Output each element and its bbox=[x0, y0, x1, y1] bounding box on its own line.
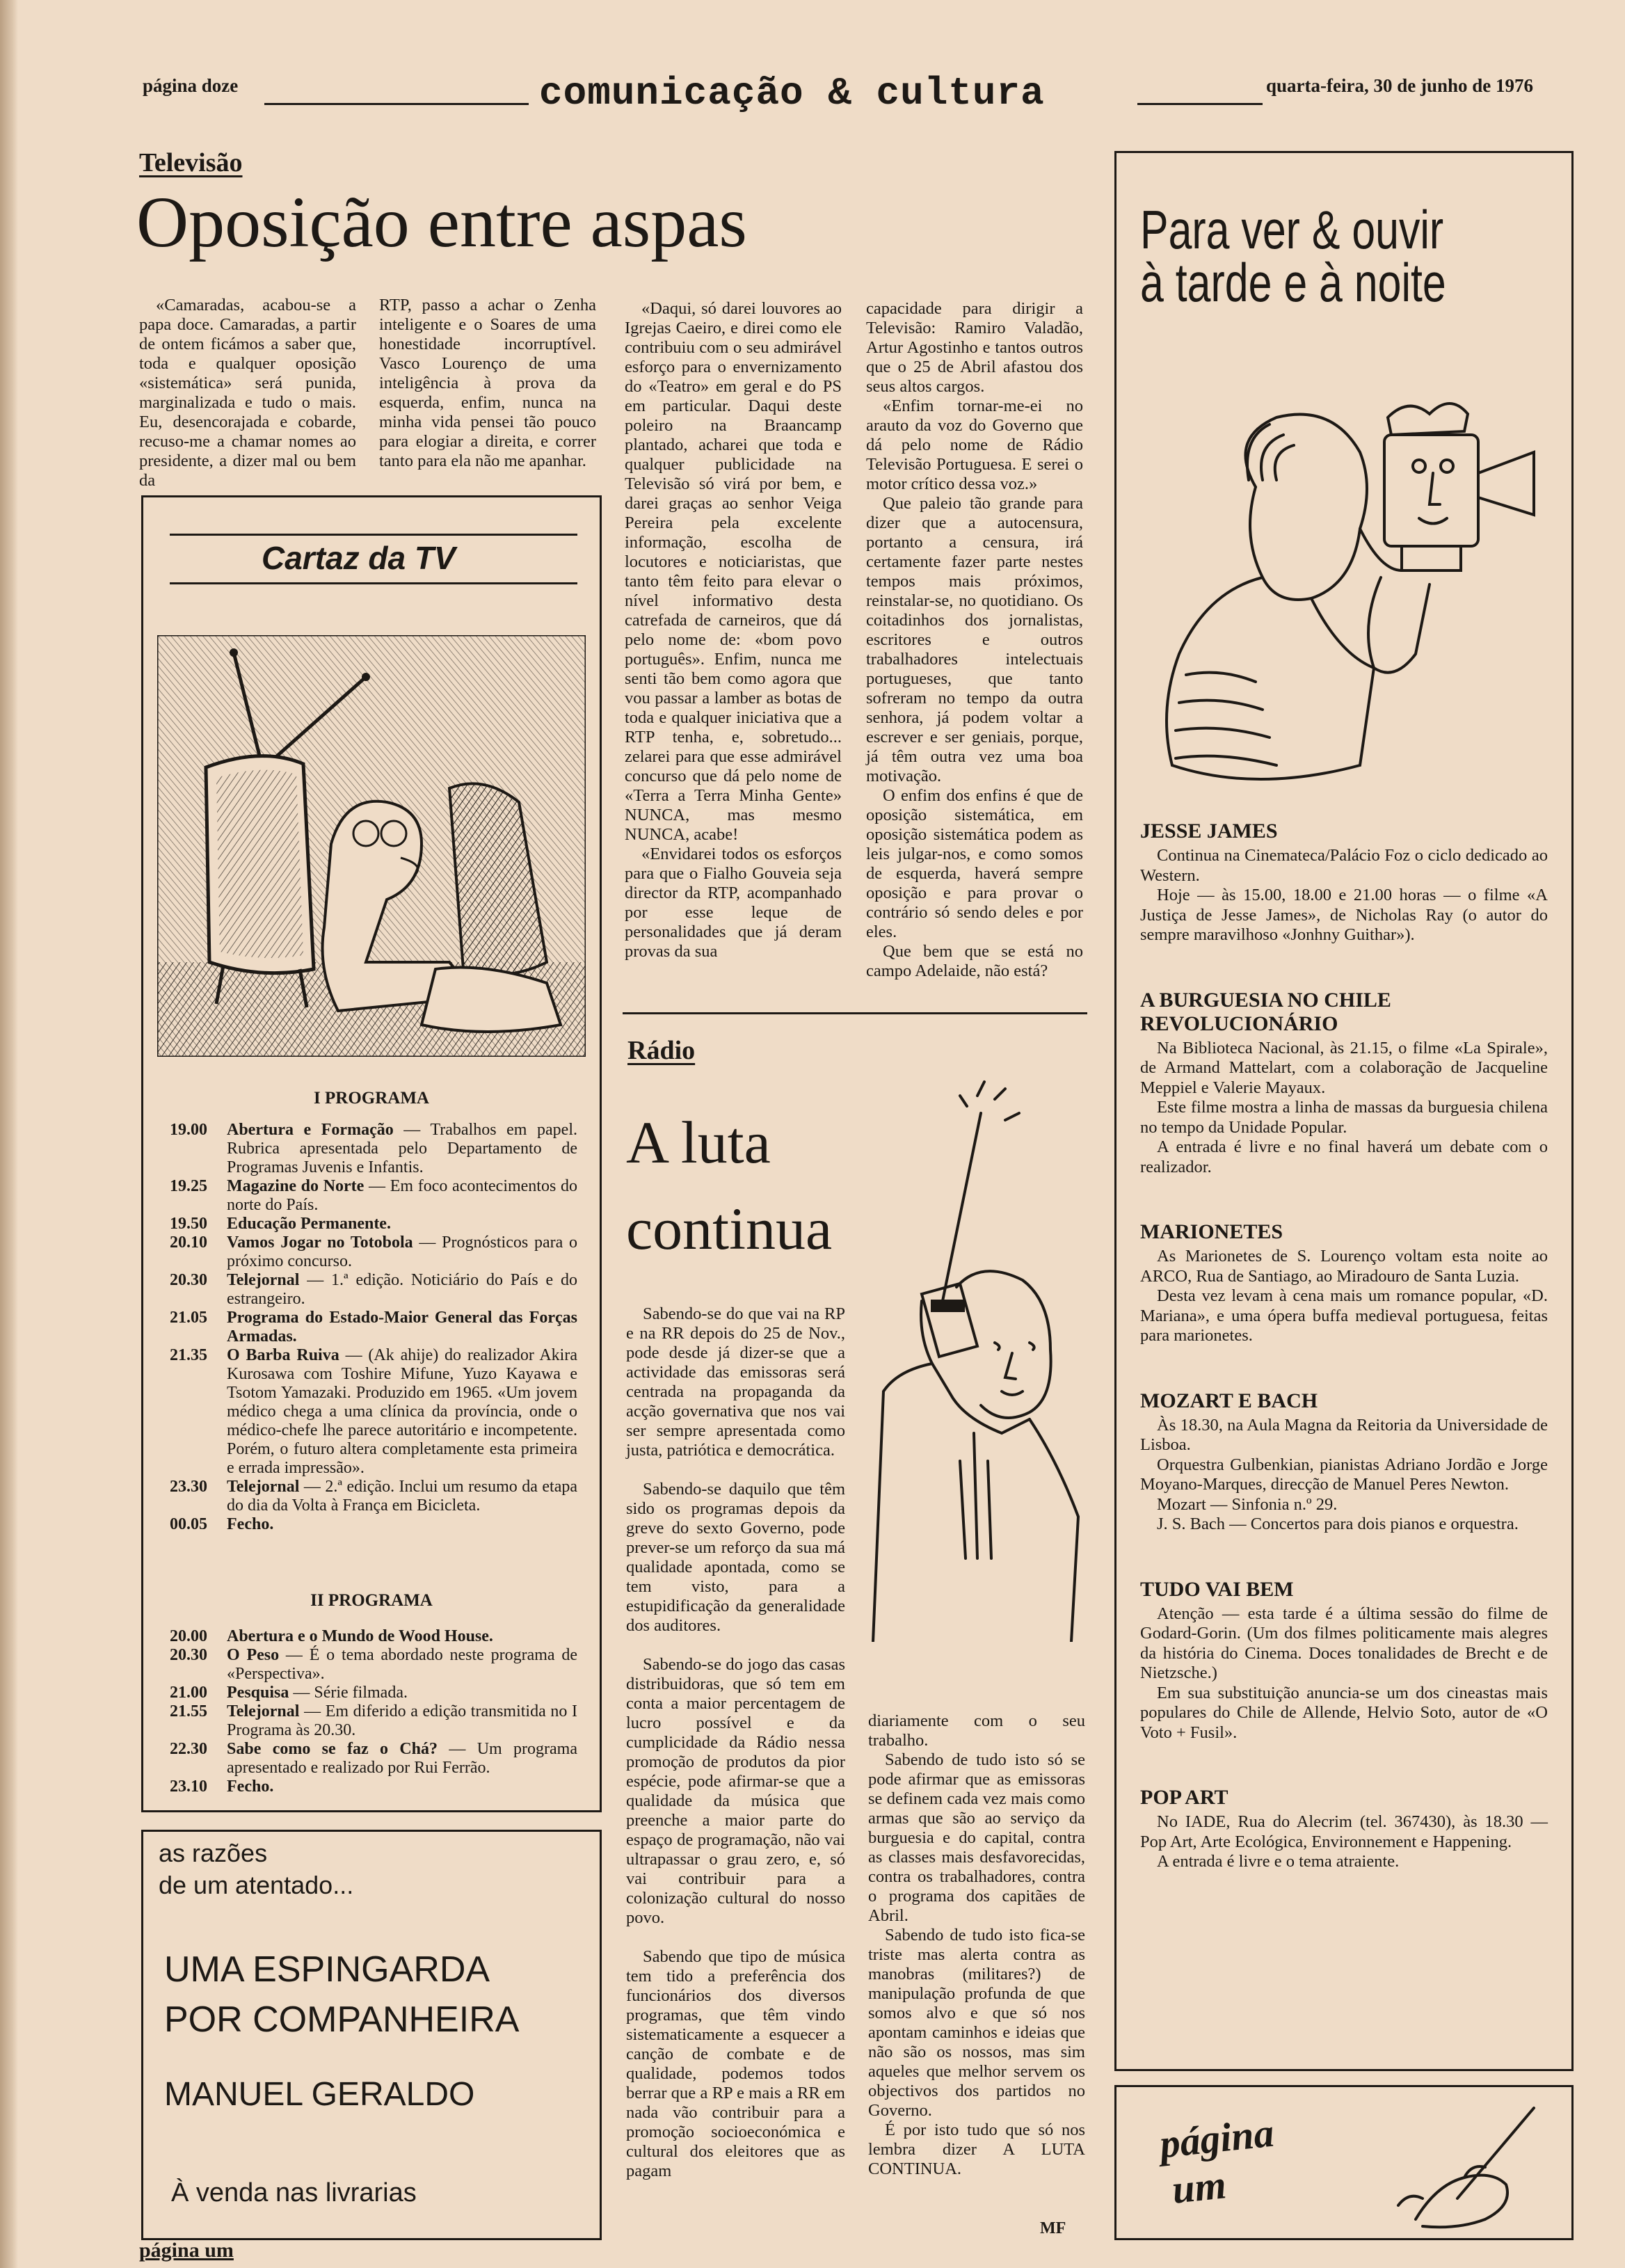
radio-listener-illustration bbox=[856, 1071, 1092, 1642]
schedule-description bbox=[227, 1515, 577, 1534]
author-initials: MF bbox=[1040, 2219, 1066, 2237]
schedule-time: 22.30 bbox=[170, 1740, 207, 1758]
paragraph: Que paleio tão grande para dizer que a autocensura, portanto a censura, irá certamente fazer parte nestes tempos mais próximos, reinstalar-se, no quotidiano. Os coitadinhos dos jornalistas, escritores e outros trabalhadores intelectuais portugueses, que tanto sofreram no tempo da outra senhora, já podem voltar a escrever e ser geniais, porque, já têm outra vez uma boa motivação. bbox=[866, 494, 1083, 785]
schedule-row bbox=[170, 1309, 577, 1346]
schedule-time: 21.05 bbox=[170, 1309, 207, 1327]
schedule-program-name: Telejornal bbox=[227, 1702, 300, 1720]
paragraph: «Camaradas, acabou-se a papa doce. Camaradas, a partir de ontem ficámos a saber que, toda e qualquer oposição «sistemática» será punida, marginalizada e tudo o mais. Eu, desencorajada e cobarde, recuso-me a chamar nomes ao presidente, a dizer mal ou bem da bbox=[139, 296, 356, 490]
schedule-program-notes: — 2.ª edição. Inclui um resumo da etapa do dia da Volta à França em Bicicleta. bbox=[227, 1478, 577, 1515]
agenda-event-body bbox=[1140, 1247, 1548, 1346]
schedule-description bbox=[227, 1627, 577, 1646]
schedule-program-name: Pesquisa bbox=[227, 1684, 289, 1702]
ad-availability: À venda nas livrarias bbox=[171, 2178, 417, 2207]
schedule-program-notes: — Um programa apresentado e realizado por Rui Ferrão. bbox=[227, 1740, 577, 1777]
agenda-event-title: MARIONETES bbox=[1140, 1220, 1283, 1243]
ad-book-title-1: UMA ESPINGARDA bbox=[164, 1949, 490, 1990]
paragraph: Sabendo que tipo de música tem tido a preferência dos funcionários dos diversos programas, que têm vindo sistematicamente a esquecer a canção de combate e de qualidade, podemos todos berrar que a RP e mais a RR em nada vão contribuir para a promoção socioeconómica e cultural dos eleitores que as pagam bbox=[626, 1947, 845, 2180]
tv-listings-title: Cartaz da TV bbox=[262, 540, 456, 576]
schedule-time: 23.30 bbox=[170, 1478, 207, 1496]
paragraph: «Enfim tornar-me-ei no arauto da voz do Governo que dá pelo nome de Rádio Televisão Portuguesa. E serei o motor crítico dessa voz.» bbox=[866, 397, 1083, 493]
schedule-time: 19.00 bbox=[170, 1121, 207, 1139]
program-1-schedule bbox=[170, 1121, 577, 1534]
schedule-description bbox=[227, 1478, 577, 1515]
tv-column-1 bbox=[139, 296, 356, 490]
tv-kicker: Televisão bbox=[139, 148, 243, 177]
schedule-program-name: O Peso bbox=[227, 1646, 280, 1664]
ad-author: MANUEL GERALDO bbox=[164, 2076, 475, 2113]
paragraph: Mozart — Sinfonia n.º 29. bbox=[1157, 1494, 1338, 1514]
schedule-row bbox=[170, 1684, 577, 1702]
paragraph: Desta vez levam à cena mais um romance popular, «D. Mariana», e uma ópera buffa medieval portuguesa, feitas para marionetes. bbox=[1140, 1286, 1548, 1345]
schedule-row bbox=[170, 1478, 577, 1515]
schedule-program-name: Magazine do Norte bbox=[227, 1177, 365, 1195]
ad-book-title-2: POR COMPANHEIRA bbox=[164, 1999, 520, 2040]
schedule-program-notes: — Em foco acontecimentos do norte do País. bbox=[227, 1177, 578, 1214]
schedule-row bbox=[170, 1646, 577, 1684]
paragraph: A entrada é livre e o tema atraiente. bbox=[1157, 1852, 1400, 1871]
agenda-event-body bbox=[1140, 846, 1548, 945]
schedule-time: 21.00 bbox=[170, 1684, 207, 1702]
schedule-description bbox=[227, 1684, 577, 1702]
schedule-description bbox=[227, 1702, 577, 1740]
schedule-row bbox=[170, 1515, 577, 1534]
paragraph: As Marionetes de S. Lourenço voltam esta noite ao ARCO, Rua de Santiago, ao Miradouro de Santa Luzia. bbox=[1140, 1247, 1548, 1286]
agenda-event-body bbox=[1140, 1416, 1548, 1535]
paragraph: Que bem que se está no campo Adelaide, não está? bbox=[866, 942, 1083, 980]
schedule-description bbox=[227, 1121, 577, 1177]
schedule-row bbox=[170, 1346, 577, 1478]
paragraph: Orquestra Gulbenkian, pianistas Adriano Jordão e Jorge Moyano-Marques, direcção de Manuel Peres Newton. bbox=[1140, 1455, 1548, 1494]
agenda-event bbox=[1140, 1786, 1548, 1872]
tv-listings-box bbox=[141, 495, 602, 1812]
header-rule-right bbox=[1137, 103, 1263, 105]
schedule-description bbox=[227, 1646, 577, 1684]
tv-viewer-illustration bbox=[157, 635, 586, 1057]
camera-operator-illustration bbox=[1151, 376, 1541, 793]
schedule-row bbox=[170, 1177, 577, 1215]
schedule-description bbox=[227, 1177, 577, 1215]
schedule-program-name: Fecho. bbox=[227, 1515, 274, 1533]
agenda-box bbox=[1114, 151, 1574, 2071]
paragraph: Este filme mostra a linha de massas da burguesia chilena no tempo da Unidade Popular. bbox=[1140, 1098, 1548, 1137]
schedule-description bbox=[227, 1271, 577, 1309]
paragraph: diariamente com o seu trabalho. bbox=[868, 1711, 1085, 1750]
schedule-time: 20.00 bbox=[170, 1627, 207, 1645]
schedule-time: 19.25 bbox=[170, 1177, 207, 1195]
ad-line-2: de um atentado... bbox=[159, 1871, 354, 1899]
radio-headline-line-1: A luta bbox=[626, 1109, 771, 1176]
paragraph: «Envidarei todos os esforços para que o Fialho Gouveia seja director da RTP, acompanhado por esse leque de personalidades que já deram provas da sua bbox=[625, 845, 842, 961]
schedule-program-name: Telejornal bbox=[227, 1271, 300, 1289]
writing-hand-illustration bbox=[1395, 2101, 1548, 2233]
program-2-schedule bbox=[170, 1627, 577, 1796]
paragraph: «Daqui, só darei louvores ao Igrejas Caeiro, e direi como ele contribuiu com o seu admirável esforço para o envernizamento do «Teatro» em geral e do PS em particular. Daqui deste poleiro na Braancamp plantado, acharei que toda e qualquer publicidade na Televisão só virá por bem, e darei graças ao senhor Veiga Pereira pela excelente informação, escolha de locutores e noticiaristas, que tanto têm feito para elevar o nível informativo desta catrefada de carneiros, que dá pelo nome de: «bom povo português». Enfim, nunca me senti tão bem como agora que vou passar a lamber as botas de toda e qualquer iniciativa que a RTP tenha, e, sobretudo... zelarei para que esse admirável concurso que dá pelo nome de «Terra a Terra Minha Gente» NUNCA, mas mesmo NUNCA, acabe! bbox=[625, 299, 842, 844]
schedule-program-name: Programa do Estado-Maior General das Forças Armadas. bbox=[227, 1309, 577, 1345]
agenda-event bbox=[1140, 1389, 1548, 1535]
schedule-time: 23.10 bbox=[170, 1778, 207, 1796]
agenda-title-line-1: Para ver & ouvir bbox=[1140, 199, 1444, 260]
schedule-time: 20.30 bbox=[170, 1271, 207, 1289]
schedule-description bbox=[227, 1309, 577, 1346]
paragraph: Em sua substituição anuncia-se um dos cineastas mais populares do Chile de Allende, Helvio Soto, autor de «O Voto + Fusil». bbox=[1140, 1683, 1548, 1742]
radio-kicker: Rádio bbox=[627, 1036, 696, 1065]
schedule-row bbox=[170, 1627, 577, 1646]
paragraph: Sabendo-se do que vai na RP e na RR depois do 25 de Nov., pode desde já dizer-se que a actividade das emissoras será centrada na propaganda da acção governativa que nos vai ser sempre apresentada como justa, patriótica e democrática. bbox=[626, 1304, 845, 1460]
agenda-event bbox=[1140, 820, 1548, 945]
schedule-row bbox=[170, 1271, 577, 1309]
paragraph: Continua na Cinemateca/Palácio Foz o ciclo dedicado ao Western. bbox=[1140, 846, 1548, 885]
page-edge-shadow bbox=[0, 0, 18, 2268]
tv-column-3 bbox=[625, 299, 842, 961]
schedule-program-name: Educação Permanente. bbox=[227, 1215, 391, 1233]
schedule-time: 20.10 bbox=[170, 1233, 207, 1252]
agenda-event-title: MOZART E BACH bbox=[1140, 1389, 1318, 1412]
program-1-heading: I PROGRAMA bbox=[314, 1089, 429, 1108]
paragraph: RTP, passo a achar o Zenha inteligente e o Soares de uma honestidade incorruptível. Vasco Lourenço de uma inteligência à prova da esquerda, enfim, nunca na minha vida pensei tão pouco para elogiar a direita, e correr tanto para ela não me apanhar. bbox=[379, 296, 596, 470]
schedule-description bbox=[227, 1778, 577, 1796]
agenda-event-title: POP ART bbox=[1140, 1786, 1228, 1809]
schedule-time: 00.05 bbox=[170, 1515, 207, 1533]
agenda-event bbox=[1140, 989, 1548, 1178]
agenda-title-line-2: à tarde e à noite bbox=[1140, 252, 1446, 313]
paragraph: capacidade para dirigir a Televisão: Ramiro Valadão, Artur Agostinho e tantos outros que o 25 de Abril afastou dos seus altos cargos. bbox=[866, 299, 1083, 396]
agenda-event bbox=[1140, 1220, 1548, 1346]
page-number: página doze bbox=[143, 75, 239, 96]
schedule-program-notes: — Série filmada. bbox=[289, 1684, 408, 1702]
agenda-event-body bbox=[1140, 1604, 1548, 1743]
schedule-program-notes: — É o tema abordado neste programa de «Perspectiva». bbox=[227, 1646, 577, 1683]
schedule-program-name: O Barba Ruiva bbox=[227, 1346, 339, 1364]
schedule-program-name: Abertura e Formação bbox=[227, 1121, 394, 1139]
title-rule-top bbox=[170, 534, 577, 536]
agenda-event-title: A BURGUESIA NO CHILE REVOLUCIONÁRIO bbox=[1140, 988, 1391, 1035]
schedule-program-notes: — (Ak ahije) do realizador Akira Kurosawa com Toshire Mifune, Yuzo Kayawa e Tsotom Yamazaki. Produzido em 1965. «Um jovem médico chega a uma clínica da província, onde o médico-chefe lhe parece autoritário e incompetente. Porém, o futuro altera completamente esta primeira e errada impressão». bbox=[227, 1346, 577, 1477]
radio-column-2 bbox=[868, 1711, 1085, 2179]
paragraph: Sabendo de tudo isto só se pode afirmar que as emissoras se definem cada vez mais como armas que são ao serviço da burguesia e do capital, contra as classes mais desfavorecidas, contra os trabalhadores, contra o programa dos capitães de Abril. bbox=[868, 1750, 1085, 1925]
issue-date: quarta-feira, 30 de junho de 1976 bbox=[1266, 75, 1533, 96]
schedule-row bbox=[170, 1215, 577, 1233]
paragraph: Sabendo-se do jogo das casas distribuidoras, que só tem em conta a maior percentagem de lucro possível e da cumplicidade da Rádio nessa promoção de produtos da pior espécie, pode afirmar-se que a qualidade da música que preenche a maior parte do espaço de programação, não vai ultrapassar o grau zero, e, só vai contribuir para a colonização cultural do nosso povo. bbox=[626, 1655, 845, 1927]
radio-column-1 bbox=[626, 1304, 845, 2181]
header-rule-left bbox=[264, 103, 529, 105]
schedule-row bbox=[170, 1702, 577, 1740]
schedule-program-notes: — 1.ª edição. Noticiário do País e do estrangeiro. bbox=[227, 1271, 577, 1308]
schedule-description bbox=[227, 1346, 577, 1478]
schedule-row bbox=[170, 1778, 577, 1796]
schedule-time: 19.50 bbox=[170, 1215, 207, 1233]
tv-column-4 bbox=[866, 299, 1083, 981]
paragraph: Hoje — às 15.00, 18.00 e 21.00 horas — o filme «A Justiça de Jesse James», de Nicholas Ray (o autor do sempre maravilhoso «Jonhny Guithar»). bbox=[1140, 886, 1548, 944]
schedule-row bbox=[170, 1740, 577, 1778]
paragraph: Sabendo-se daquilo que têm sido os programas depois da greve do sexto Governo, pode prever-se um reforço da sua má qualidade apontada, como se tem visto, para a estupidificação da generalidade dos auditores. bbox=[626, 1480, 845, 1635]
paragraph: Atenção — esta tarde é a última sessão do filme de Godard-Gorin. (Um dos filmes politicamente mais alegres da história do Cinema. Doces tonalidades de Brecht e de Nietzsche.) bbox=[1140, 1604, 1548, 1682]
paragraph: A entrada é livre e no final haverá um debate com o realizador. bbox=[1140, 1137, 1548, 1176]
paragraph: Sabendo de tudo isto fica-se triste mas alerta contra as manobras (militares?) de manipulação profunda de que somos alvo e que só nos apontam caminhos e ideias que não são os nossos, mas sim aqueles que melhor servem os objectivos dos partidos no Governo. bbox=[868, 1926, 1085, 2120]
promo-handwritten-line-1: página bbox=[1158, 2109, 1276, 2167]
footer-page-reference: página um bbox=[139, 2239, 234, 2262]
schedule-description bbox=[227, 1740, 577, 1778]
agenda-event-body bbox=[1140, 1812, 1548, 1872]
schedule-time: 21.55 bbox=[170, 1702, 207, 1720]
program-2-heading: II PROGRAMA bbox=[310, 1591, 433, 1610]
schedule-description bbox=[227, 1215, 577, 1233]
schedule-time: 20.30 bbox=[170, 1646, 207, 1664]
schedule-program-name: Fecho. bbox=[227, 1778, 274, 1796]
book-ad-box bbox=[141, 1830, 602, 2240]
paragraph: J. S. Bach — Concertos para dois pianos e orquestra. bbox=[1157, 1515, 1519, 1533]
schedule-program-notes: — Em diferido a edição transmitida no I Programa às 20.30. bbox=[227, 1702, 577, 1739]
schedule-program-notes: — Prognósticos para o próximo concurso. bbox=[227, 1233, 577, 1270]
agenda-event-title: JESSE JAMES bbox=[1140, 820, 1278, 842]
schedule-program-name: Abertura e o Mundo de Wood House. bbox=[227, 1627, 493, 1645]
schedule-row bbox=[170, 1233, 577, 1271]
schedule-row bbox=[170, 1121, 577, 1177]
paragraph: No IADE, Rua do Alecrim (tel. 367430), às 18.30 — Pop Art, Arte Ecológica, Environnement e Happening. bbox=[1140, 1812, 1548, 1851]
agenda-event-body bbox=[1140, 1039, 1548, 1178]
radio-headline-line-2: continua bbox=[626, 1195, 833, 1262]
agenda-event-title: TUDO VAI BEM bbox=[1140, 1577, 1294, 1601]
schedule-program-name: Telejornal bbox=[227, 1478, 300, 1496]
agenda-events bbox=[1140, 820, 1548, 1872]
title-rule-bottom bbox=[170, 582, 577, 584]
schedule-description bbox=[227, 1233, 577, 1271]
tv-column-2 bbox=[379, 296, 596, 471]
section-title: comunicação & cultura bbox=[539, 71, 1045, 115]
agenda-event bbox=[1140, 1578, 1548, 1743]
schedule-time: 21.35 bbox=[170, 1346, 207, 1364]
ad-line-1: as razões bbox=[159, 1839, 268, 1867]
schedule-program-notes: — Trabalhos em papel. Rubrica apresentada pelo Departamento de Programas Juvenis e Infantis. bbox=[227, 1121, 577, 1176]
paragraph: O enfim dos enfins é que de oposição sistemática, em oposição sistemática podem as leis julgar-nos, e como somos de esquerda, haverá sempre oposição e para provar o contrário só sendo deles e por eles. bbox=[866, 786, 1083, 941]
schedule-program-name: Sabe como se faz o Chá? bbox=[227, 1740, 438, 1758]
paragraph: Às 18.30, na Aula Magna da Reitoria da Universidade de Lisboa. bbox=[1140, 1415, 1548, 1454]
paragraph: É por isto tudo que só nos lembra dizer A LUTA CONTINUA. bbox=[868, 2121, 1085, 2178]
promo-handwritten-line-2: um bbox=[1169, 2162, 1228, 2212]
radio-top-rule bbox=[623, 1012, 1087, 1014]
tv-headline: Oposição entre aspas bbox=[136, 182, 747, 262]
pagina-um-promo-box bbox=[1114, 2085, 1574, 2240]
schedule-program-name: Vamos Jogar no Totobola bbox=[227, 1233, 413, 1252]
paragraph: Na Biblioteca Nacional, às 21.15, o filme «La Spirale», de Armand Mattelart, com a colaboração de Jacqueline Meppiel e Valerie Mayaux. bbox=[1140, 1038, 1548, 1097]
